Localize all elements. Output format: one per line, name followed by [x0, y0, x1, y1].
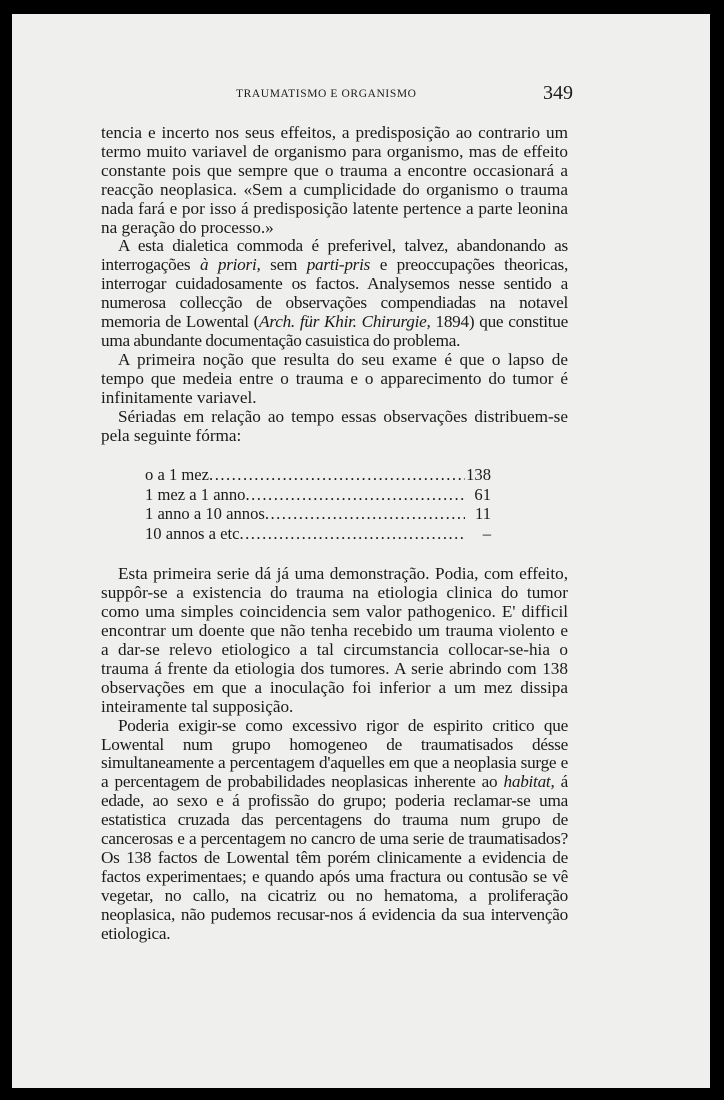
book-page — [12, 14, 710, 1088]
observation-count: 11 — [475, 504, 491, 524]
table-row — [145, 485, 491, 505]
leader-dots — [245, 485, 465, 505]
page-number: 349 — [543, 82, 573, 104]
paragraph-6-part-a: Poderia exigir-se como excessivo rigor de espirito critico que Lowental num grupo homogeneo de traumatisados désse simultaneamente a percentagem d'aquelles em que a neoplasia surge e a percentagem de probabilidades neoplasicas inherente ao — [101, 715, 568, 792]
page-header — [12, 82, 710, 112]
running-title: TRAUMATISMO E ORGANISMO — [236, 88, 417, 100]
table-row — [145, 465, 491, 485]
paragraph-2-part-c: e preoccupações theoricas, interrogar cuidadosamente os factos. Analysemos nesse sentido a numerosa collecção de observações compendiadas na notavel memoria de Lowental ( — [101, 255, 569, 332]
paragraph-1: tencia e incerto nos seus effeitos, a predisposição ao contrario um termo muito variavel de organismo para organismo, mas de effeito constante pois que sempre que o trauma a encontre occasionará a reacção neoplasica. «Sem a cumplicidade do organismo o trauma nada fará e por isso á predisposição latente pertence a parte leonina na geração do processo.» — [101, 123, 568, 237]
paragraph-4: Sériadas em relação ao tempo essas observações distribuem-se pela seguinte fórma: — [101, 406, 568, 445]
interval-label: 1 anno a 10 annos — [145, 504, 265, 524]
paragraph-3: A primeira noção que resulta do seu exame é que o lapso de tempo que medeia entre o trauma e o apparecimento do tumor é infinitamente variavel. — [101, 349, 568, 407]
leader-dots — [265, 504, 465, 524]
paragraph-2-part-d: 1894) que constitue uma abundante documentação casuistica do problema. — [101, 312, 569, 350]
interval-label: 10 annos a etc — [145, 523, 240, 543]
table-row — [145, 524, 491, 544]
interval-label: 1 mez a 1 anno — [145, 484, 246, 504]
leader-dots — [209, 465, 465, 485]
observation-count: – — [482, 523, 491, 543]
italic-a-priori: à priori, — [199, 255, 261, 275]
paragraph-6 — [101, 717, 568, 944]
observation-count: 61 — [474, 484, 491, 504]
italic-parti-pris: parti-pris — [306, 255, 371, 275]
italic-citation: Arch. für Khir. Chirurgie, — [259, 312, 431, 332]
observation-count: 138 — [466, 465, 491, 485]
table-row — [145, 504, 491, 524]
italic-habitat: habitat, — [503, 772, 555, 792]
interval-label: o a 1 mez — [145, 465, 210, 485]
paragraph-2 — [101, 237, 568, 350]
leader-dots — [239, 524, 465, 544]
paragraph-2-part-b: sem — [260, 255, 307, 275]
paragraph-6-part-b: á edade, ao sexo e á profissão do grupo; poderia reclamar-se uma estatistica cruzada das percentagens do trauma num grupo de cancerosas e a percentagem no cancro de uma serie de traumatisados? Os 138 factos de Lowental têm porém clinicamente a evidencia de factos experimentaes; e quando após uma fractura ou contusão se vê vegetar, no callo, na cicatriz ou no hematoma, a proliferação neoplasica, não pudemos recusar-nos á evidencia da sua intervenção etiologica. — [101, 772, 568, 943]
paragraph-5: Esta primeira serie dá já uma demonstração. Podia, com effeito, suppôr-se a existencia do trauma na etiologia clinica do tumor como uma simples coincidencia sem valor pathogenico. E' difficil encontrar um doente que não tenha recebido um trauma violento e a dar-se relevo etiologico a tal circumstancia collocar-se-hia o trauma á frente da etiologia dos tumores. A serie abrindo com 138 observações em que a inoculação foi inferior a um mez dissipa inteiramente tal supposição. — [101, 564, 568, 716]
paragraph-2-part-a: A esta dialetica commoda é preferivel, talvez, abandonando as interrogações — [101, 236, 568, 275]
body-text — [101, 124, 568, 944]
interval-table — [145, 465, 491, 543]
